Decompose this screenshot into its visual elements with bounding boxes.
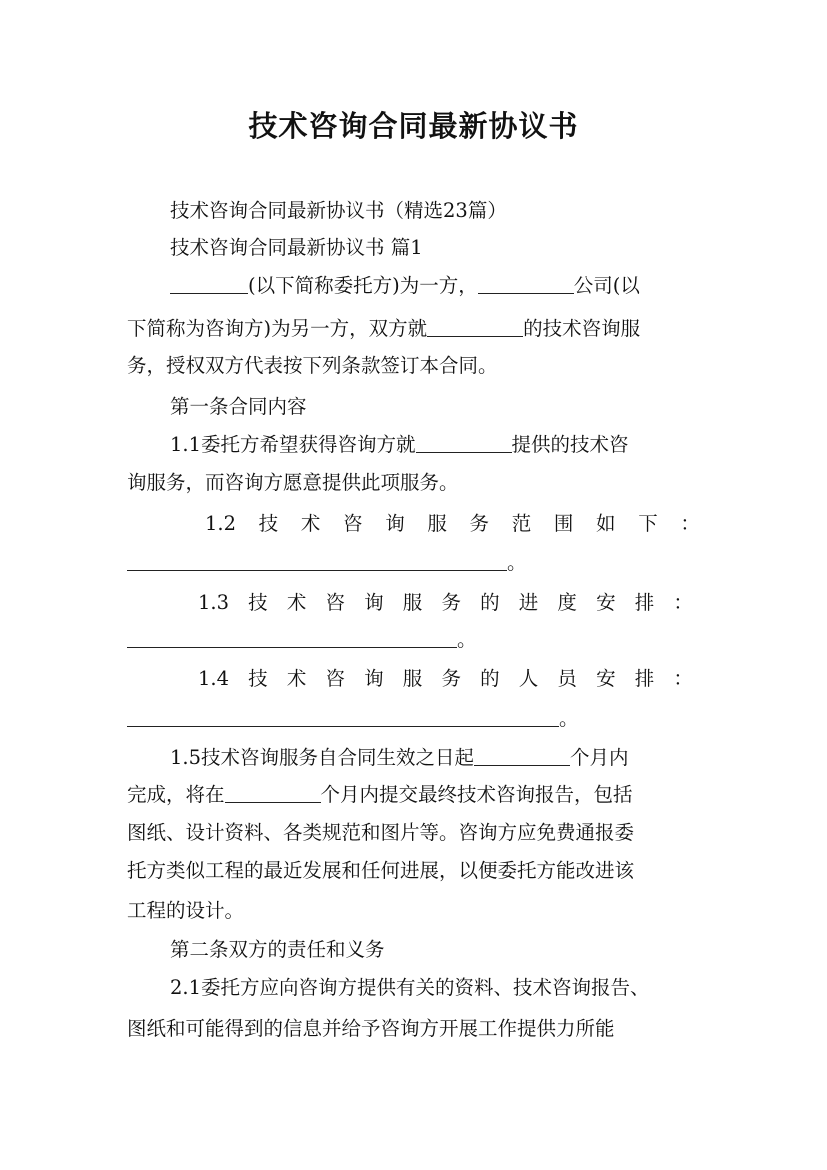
intro-line: 技术咨询合同最新协议书（精选23篇） — [170, 199, 507, 222]
text-span: (以下简称委托方)为一方， — [248, 274, 478, 297]
text-span: 完成，将在 — [127, 783, 225, 806]
blank-field — [127, 708, 559, 727]
text-span: 的技术咨询服 — [523, 317, 641, 340]
blank-field — [225, 784, 321, 803]
text-span: 1.1委托方希望获得咨询方就 — [170, 433, 416, 456]
clause-1-5-line-5: 工程的设计。 — [127, 899, 245, 922]
paragraph-1-line-3: 务，授权双方代表按下列条款签订本合同。 — [127, 354, 498, 377]
spread-char: 如 — [596, 512, 616, 535]
document-title: 技术咨询合同最新协议书 — [248, 109, 579, 143]
spread-char: 围 — [553, 512, 574, 535]
spread-char: 服 — [402, 591, 423, 614]
clause-1-1-line-2: 询服务，而咨询方愿意提供此项服务。 — [127, 471, 459, 494]
clause-1-4-blank — [127, 705, 707, 733]
clause-1-5-line-2 — [127, 781, 707, 809]
spread-char: 咨 — [343, 512, 363, 535]
text-span: 个月内提交最终技术咨询报告，包括 — [320, 783, 633, 806]
spread-char: ： — [673, 667, 693, 690]
spread-text — [198, 665, 693, 693]
spread-char: 员 — [557, 667, 577, 690]
clause-1-1-line-1 — [170, 431, 750, 459]
spread-char: 咨 — [325, 591, 345, 614]
clause-1-4-label — [198, 665, 778, 693]
spread-char: 术 — [286, 591, 307, 614]
text-span: 公司(以 — [573, 274, 640, 297]
clause-1-3-blank — [127, 626, 707, 654]
spread-text — [205, 510, 700, 538]
spread-char: 1.2 — [205, 512, 237, 535]
text-span: 1.5技术咨询服务自合同生效之日起 — [170, 746, 475, 769]
spread-char: 术 — [286, 667, 307, 690]
blank-field — [478, 275, 574, 294]
spread-char: 询 — [364, 667, 384, 690]
clause-1-3-label — [198, 589, 778, 617]
spread-char: 人 — [518, 667, 539, 690]
blank-field — [127, 629, 457, 648]
spread-char: 排 — [634, 591, 655, 614]
spread-text — [198, 589, 693, 617]
spread-char: 术 — [300, 512, 321, 535]
spread-char: 的 — [480, 667, 500, 690]
section-1-heading: 第一条合同内容 — [170, 395, 307, 418]
spread-char: 务 — [469, 512, 490, 535]
text-span: 。 — [457, 628, 477, 651]
clause-1-5-line-4: 托方类似工程的最近发展和任何进展，以便委托方能改进该 — [127, 859, 635, 882]
blank-field — [427, 318, 523, 337]
clause-1-5-line-3: 图纸、设计资料、各类规范和图片等。咨询方应免费通报委 — [127, 821, 635, 844]
spread-char: ： — [680, 512, 700, 535]
text-span: 提供的技术咨 — [511, 433, 629, 456]
blank-field — [127, 552, 507, 571]
subtitle-line: 技术咨询合同最新协议书 篇1 — [170, 236, 423, 259]
spread-char: 下 — [638, 512, 658, 535]
spread-char: ： — [673, 591, 693, 614]
spread-char: 咨 — [325, 667, 345, 690]
clause-1-5-line-1 — [170, 744, 750, 772]
spread-char: 度 — [557, 591, 577, 614]
spread-char: 务 — [441, 591, 461, 614]
spread-char: 询 — [364, 591, 384, 614]
spread-char: 技 — [258, 512, 279, 535]
spread-char: 的 — [480, 591, 500, 614]
clause-1-2-label — [205, 510, 785, 538]
text-span: 。 — [559, 707, 579, 730]
spread-char: 1.4 — [198, 667, 230, 690]
blank-field — [474, 747, 570, 766]
spread-char: 务 — [441, 667, 461, 690]
spread-char: 安 — [596, 591, 616, 614]
spread-char: 技 — [248, 591, 268, 614]
spread-char: 排 — [634, 667, 655, 690]
section-2-heading: 第二条双方的责任和义务 — [170, 938, 385, 961]
spread-char: 范 — [511, 512, 532, 535]
clause-2-1-line-1: 2.1委托方应向咨询方提供有关的资料、技术咨询报告、 — [170, 976, 650, 999]
text-span: 下简称为咨询方)为另一方，双方就 — [127, 317, 428, 340]
spread-char: 询 — [385, 512, 405, 535]
spread-char: 进 — [518, 591, 539, 614]
spread-char: 安 — [596, 667, 616, 690]
blank-field — [170, 275, 248, 294]
spread-char: 服 — [427, 512, 447, 535]
clause-2-1-line-2: 图纸和可能得到的信息并给予咨询方开展工作提供力所能 — [127, 1017, 615, 1040]
clause-1-2-blank — [127, 549, 707, 577]
spread-char: 技 — [248, 667, 268, 690]
blank-field — [416, 434, 512, 453]
text-span: 。 — [507, 551, 527, 574]
spread-char: 1.3 — [198, 591, 230, 614]
paragraph-1-line-1 — [170, 272, 750, 300]
text-span: 个月内 — [570, 746, 629, 769]
paragraph-1-line-2 — [127, 315, 707, 343]
spread-char: 服 — [402, 667, 423, 690]
